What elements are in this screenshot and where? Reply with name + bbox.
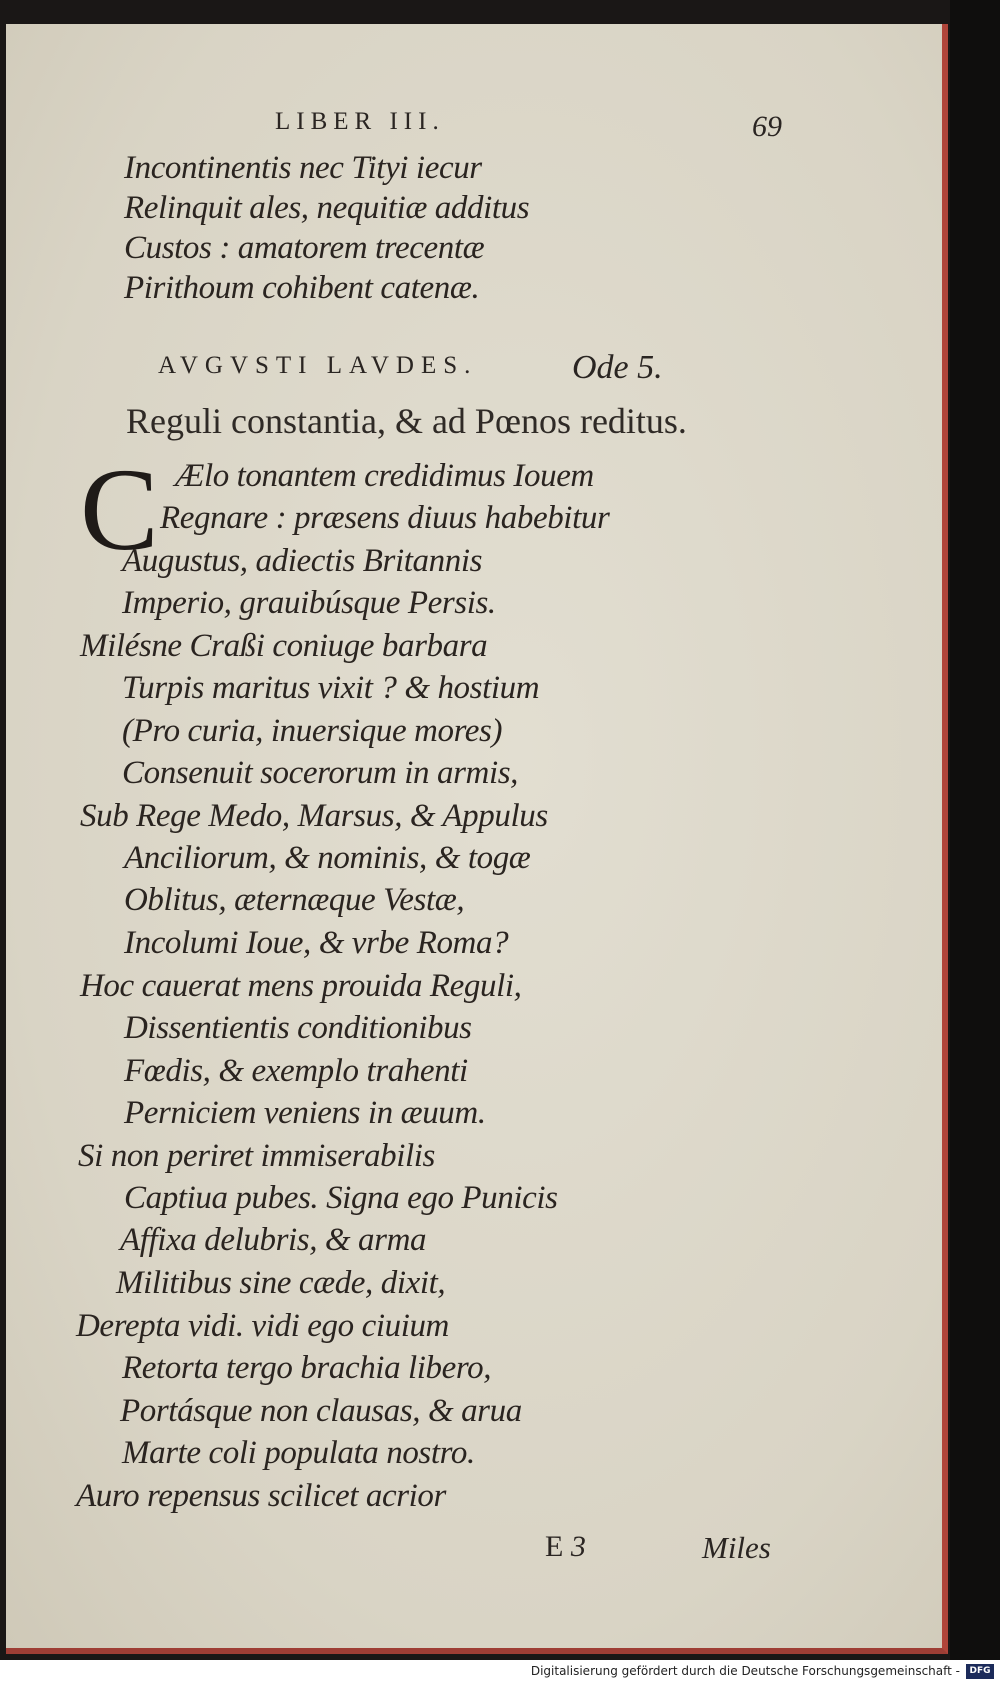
catchword: Miles: [702, 1530, 771, 1565]
signature-letter: E: [545, 1530, 564, 1563]
signature-number: 3: [570, 1530, 586, 1563]
verse-line-19: Affixa delubris, & arma: [120, 1222, 427, 1258]
book-spine-shadow: [950, 0, 1000, 1660]
ode-subtitle: Reguli constantia, & ad Pœnos reditus.: [126, 401, 687, 441]
verse-line-5: Milésne Craßi coniuge barbara: [80, 628, 488, 664]
dfg-logo: DFG: [966, 1664, 994, 1679]
verse-line-top-2: Relinquit ales, nequitiæ additus: [124, 190, 530, 226]
verse-line-17: Si non periret immiserabilis: [78, 1138, 435, 1174]
drop-capital: C: [80, 444, 159, 575]
verse-line-6: Turpis maritus vixit ? & hostium: [122, 670, 540, 706]
verse-line-14: Dissentientis conditionibus: [124, 1010, 472, 1046]
verse-line-25: Auro repensus scilicet acrior: [76, 1478, 446, 1514]
digitization-credit: Digitalisierung gefördert durch die Deutsche Forschungsgemeinschaft -: [530, 1664, 960, 1678]
verse-line-10: Anciliorum, & nominis, & togæ: [124, 840, 531, 876]
ode-number: Ode 5.: [572, 349, 663, 386]
signature-mark: [545, 1530, 605, 1564]
verse-line-1: Ælo tonantem credidimus Iouem: [175, 458, 594, 494]
verse-line-7: (Pro curia, inuersique mores): [122, 713, 503, 749]
verse-line-16: Perniciem veniens in æuum.: [124, 1095, 486, 1131]
verse-line-9: Sub Rege Medo, Marsus, & Appulus: [80, 798, 548, 834]
verse-line-4: Imperio, grauibúsque Persis.: [122, 585, 496, 621]
verse-line-13: Hoc cauerat mens prouida Reguli,: [80, 968, 522, 1004]
ode-heading: AVGVSTI LAVDES.: [158, 352, 478, 379]
verse-line-12: Incolumi Ioue, & vrbe Roma?: [124, 925, 509, 961]
verse-line-8: Consenuit socerorum in armis,: [122, 755, 519, 791]
verse-line-21: Derepta vidi. vidi ego ciuium: [76, 1308, 449, 1344]
verse-line-2: Regnare : præsens diuus habebitur: [160, 500, 610, 536]
verse-line-top-3: Custos : amatorem trecentæ: [124, 230, 485, 266]
verse-line-top-1: Incontinentis nec Tityi iecur: [124, 150, 482, 186]
verse-line-20: Militibus sine cæde, dixit,: [116, 1265, 446, 1301]
verse-line-18: Captiua pubes. Signa ego Punicis: [124, 1180, 558, 1216]
verse-line-top-4: Pirithoum cohibent catenæ.: [124, 270, 480, 306]
verse-line-24: Marte coli populata nostro.: [122, 1435, 475, 1471]
verse-line-3: Augustus, adiectis Britannis: [122, 543, 483, 579]
running-head: LIBER III.: [275, 108, 445, 135]
page-number: 69: [752, 110, 782, 143]
verse-line-15: Fœdis, & exemplo trahenti: [124, 1053, 468, 1089]
verse-line-22: Retorta tergo brachia libero,: [122, 1350, 492, 1386]
verse-line-11: Oblitus, æternæque Vestæ,: [124, 882, 465, 918]
verse-line-23: Portásque non clausas, & arua: [120, 1393, 522, 1429]
